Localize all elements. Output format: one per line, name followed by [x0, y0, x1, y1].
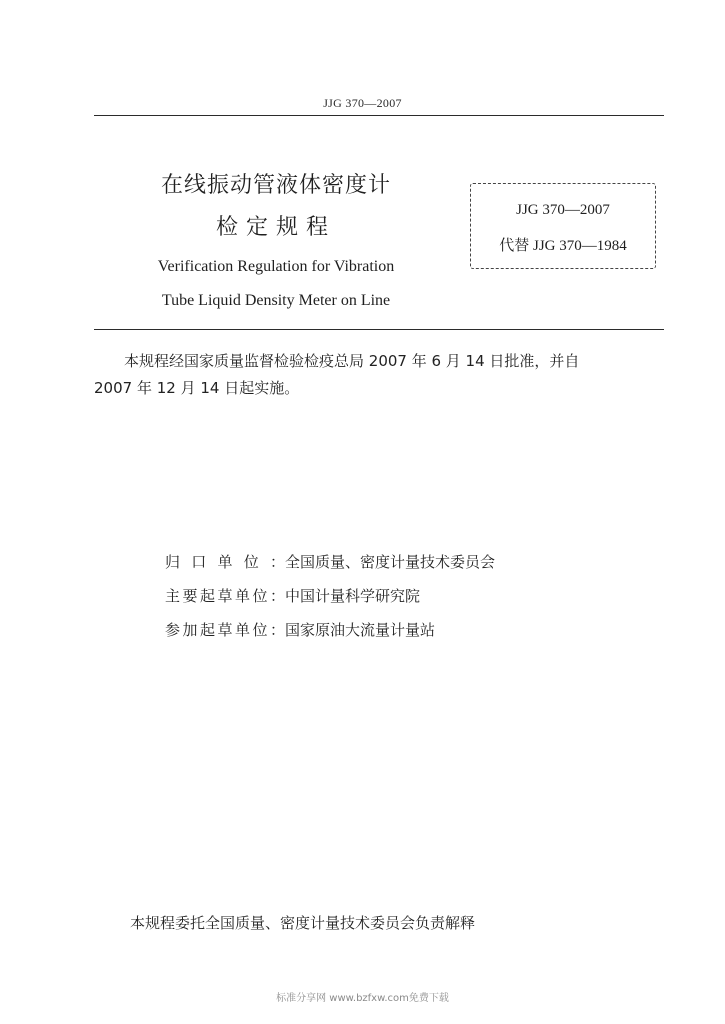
interpretation-note: 本规程委托全国质量、密度计量技术委员会负责解释	[130, 914, 476, 932]
unit-label: 归口单位：	[165, 553, 285, 571]
approval-line1: 本规程经国家质量监督检验检疫总局 2007 年 6 月 14 日批准，并自	[124, 352, 580, 370]
unit-value: 中国计量科学研究院	[285, 587, 421, 605]
title-english-line1: Verification Regulation for Vibration	[157, 258, 395, 275]
title-chinese-line1: 在线振动管液体密度计	[160, 173, 391, 198]
unit-label: 主要起草单位：	[165, 587, 285, 605]
approval-statement	[94, 348, 666, 402]
unit-label: 参加起草单位：	[165, 621, 285, 639]
unit-row-centralized	[165, 551, 495, 585]
unit-row-main-drafter	[165, 585, 495, 619]
standard-code-box	[470, 183, 656, 269]
title-english-line2: Tube Liquid Density Meter on Line	[161, 292, 391, 309]
approval-line2: 2007 年 12 月 14 日起实施。	[94, 379, 300, 397]
running-header-code: JJG 370—2007	[323, 96, 402, 110]
unit-row-participating-drafter	[165, 619, 495, 653]
site-watermark: 标准分享网 www.bzfxw.com免费下载	[276, 993, 449, 1004]
replaces-code: 代替 JJG 370—1984	[499, 238, 627, 254]
unit-value: 国家原油大流量计量站	[285, 621, 436, 639]
responsible-units	[165, 551, 495, 653]
title-block-rule	[94, 329, 664, 330]
title-chinese-line2: 检定规程	[215, 215, 336, 240]
unit-value: 全国质量、密度计量技术委员会	[285, 553, 496, 571]
header-rule	[94, 115, 664, 116]
standard-code: JJG 370—2007	[516, 202, 610, 218]
